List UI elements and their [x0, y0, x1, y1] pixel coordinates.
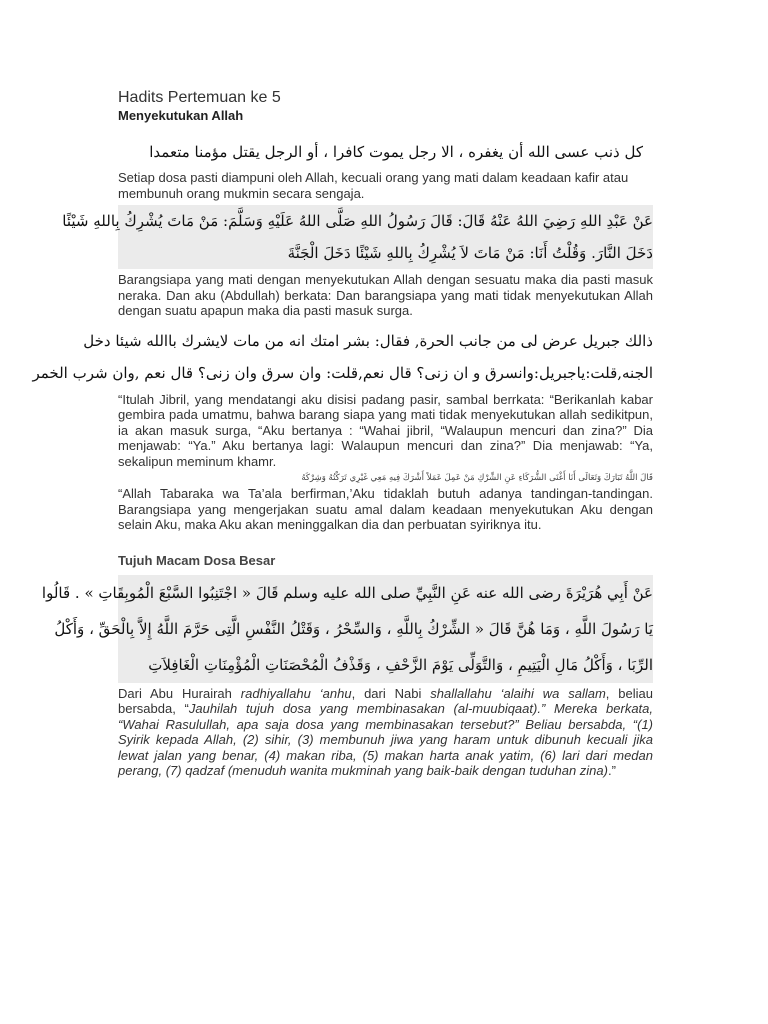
hadith-2-translation: Barangsiapa yang mati dengan menyekutukan Allah dengan sesuatu maka dia pasti masuk neraka. Dan aku (Abdullah) berkata: Dan barangsiapa yang mati tidak menyekutukan Allah dengan suatu apapun maka dia pasti masuk surga. — [118, 272, 653, 318]
hadith-3-arabic-line-2: الجنه,قلت:ياجبريل:وانسرق و ان زنى؟ قال نعم,قلت: وان سرق وان زنى؟ قال نعم ,وان شرب الخمر — [32, 363, 653, 382]
hadith-2-arabic-line-1: عَنْ عَبْدِ اللهِ رَضِيَ اللهُ عَنْهُ قَالَ: قَالَ رَسُولُ اللهِ صَلَّى اللهُ عَلَيْهِ وَسَلَّمَ: مَنْ مَاتَ يُشْرِكُ بِاللهِ شَيْئًا — [118, 205, 653, 237]
translation-text: Dari Abu Hurairah — [118, 685, 241, 701]
hadith-2-arabic-line-2: دَخَلَ النَّارَ. وَقُلْتُ أَنَا: مَنْ مَاتَ لاَ يُشْرِكُ بِاللهِ شَيْئًا دَخَلَ الْجَنَّةَ — [118, 237, 653, 269]
translation-quote: Jauhilah tujuh dosa yang membinasakan (al-muubiqaat).” Mereka berkata, “Wahai Rasulullah, apa saja dosa yang membinasakan tersebut?” Beliau bersabda, “(1) Syirik kepada Allah, (2) sihir, (3) membunuh jiwa yang haram untuk dibunuh kecuali jika lewat jalan yang benar, (4) makan riba, (5) makan harta anak yatim, (6) lari dari medan perang, (7) qadzaf (menuduh wanita mukminah yang baik-baik dengan tuduhan zina) — [118, 701, 653, 778]
hadith-4-translation: “Allah Tabaraka wa Ta’ala berfirman,’Aku tidaklah butuh adanya tandingan-tandingan. Barangsiapa yang mengerjakan suatu amal dalam keadaan menyekutukan Aku dengan selain Aku, maka Aku akan meninggalkan dia dan perbuatan syiriknya itu. — [118, 486, 653, 532]
translation-text: , dari Nabi — [351, 685, 431, 701]
hadith-4-arabic: قَالَ اللَّهُ تَبَارَكَ وَتَعَالَى أَنَا أَغْنَى الشُّرَكَاءِ عَنِ الشِّرْكِ مَنْ عَمِلَ عَمَلاً أَشْرَكَ فِيهِ مَعِي غَيْرِي تَرَكْتُهُ وَشِرْكَهُ — [301, 473, 653, 483]
document-page — [32, 88, 653, 779]
hadith-1-arabic: كل ذنب عسى الله أن يغفره ، الا رجل يموت كافرا ، أو الرجل يقتل مؤمنا متعمدا — [149, 143, 643, 161]
hadith-5-arabic-line-1: عَنْ أَبِي هُرَيْرَةَ رضى الله عنه عَنِ النَّبِيِّ صلى الله عليه وسلم قَالَ « اجْتَنِبُوا السَّبْعَ الْمُوبِقَاتِ » . قَالُوا — [118, 575, 653, 611]
section-heading: Tujuh Macam Dosa Besar — [118, 552, 276, 568]
hadith-5-arabic-line-2: يَا رَسُولَ اللَّهِ ، وَمَا هُنَّ قَالَ « الشِّرْكُ بِاللَّهِ ، وَالسِّحْرُ ، وَقَتْلُ النَّفْسِ الَّتِى حَرَّمَ اللَّهُ إِلاَّ بِالْحَقِّ ، وَأَكْلُ — [118, 611, 653, 647]
hadith-3-translation: “Itulah Jibril, yang mendatangi aku disisi padang pasir, sambal berrkata: “Berikanlah kabar gembira pada umatmu, bahwa barang siapa yang mati tidak menyekutukan allah sedikitpun, ia akan masuk surga, “Aku bertanya : “Wahai jibril, “Walaupun mencuri dan zina?” Dia menjawab: “Ya.” Aku bertanya lagi: Walaupun mencuri dan zina?” Dia menjawab: “Ya, sekalipun meminum khamr. — [118, 391, 653, 469]
translation-text: , beliau bersabda, “ — [118, 685, 653, 716]
hadith-1-translation: Setiap dosa pasti diampuni oleh Allah, kecuali orang yang mati dalam keadaan kafir atau membunuh orang mukmin secara sengaja. — [118, 170, 629, 201]
hadith-5-arabic-line-3: الرِّبَا ، وَأَكْلُ مَالِ الْيَتِيمِ ، وَالتَّوَلِّى يَوْمَ الزَّحْفِ ، وَقَذْفُ الْمُحْصَنَاتِ الْمُؤْمِنَاتِ الْغَافِلاَتِ — [118, 647, 653, 683]
translation-text: .” — [607, 763, 616, 778]
translation-honorific: shallallahu ‘alaihi wa sallam — [430, 685, 606, 701]
hadith-3-arabic-line-1: ذالك جبريل عرض لى من جانب الحرة, فقال: بشر امتك انه من مات لايشرك باالله شيئا دخل — [83, 331, 653, 350]
page-subtitle: Menyekutukan Allah — [118, 108, 244, 123]
hadith-5-translation — [118, 686, 653, 779]
page-title: Hadits Pertemuan ke 5 — [118, 89, 281, 106]
translation-honorific: radhiyallahu ‘anhu — [240, 685, 352, 701]
